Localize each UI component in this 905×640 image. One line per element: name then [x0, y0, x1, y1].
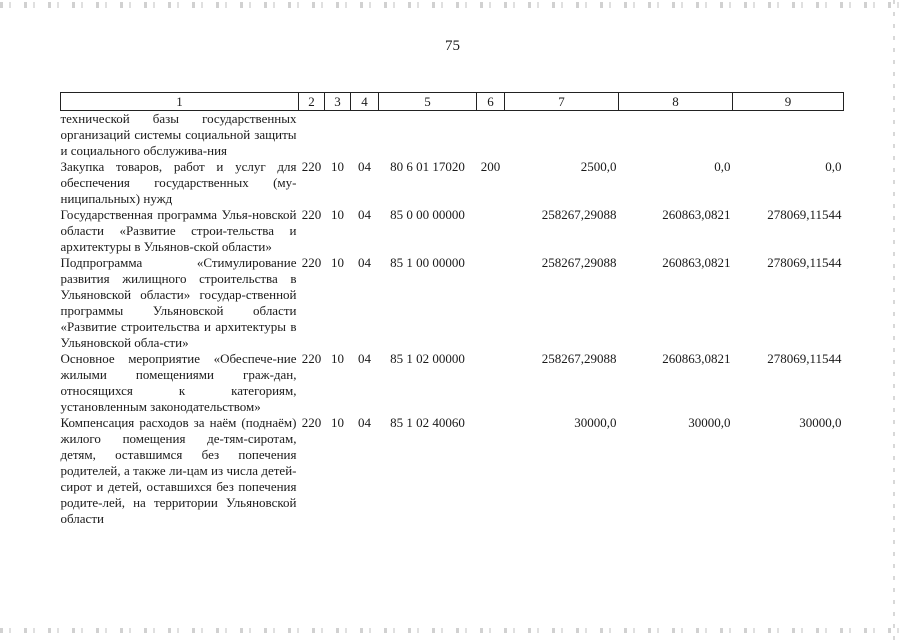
row-col7: 258267,29088 [541, 351, 617, 366]
row-name: Компенсация расходов за наём (поднаём) жилого помещения де-тям-сиротам, детям, оставшимся без попечения родителей, а также ли-цам из числа детей-сирот и детей, оставшихся без попечения родите-лей, на территории Ульяновской области [60, 415, 297, 526]
row-col7: 2500,0 [580, 159, 617, 174]
row-col3: 10 [331, 415, 344, 430]
row-col6 [477, 415, 505, 527]
row-col8: 260863,0821 [662, 207, 731, 222]
table-row [61, 111, 844, 160]
row-col8 [619, 111, 733, 160]
column-header-2: 2 [299, 93, 325, 111]
row-col7: 258267,29088 [541, 207, 617, 222]
row-col9: 0,0 [825, 159, 842, 174]
table-row [61, 207, 844, 255]
row-col7 [505, 111, 619, 160]
row-col2: 220 [301, 351, 322, 366]
page-number: 75 [445, 38, 460, 54]
table-header-row [61, 93, 844, 111]
row-col3: 10 [331, 351, 344, 366]
row-col2: 220 [301, 207, 322, 222]
row-col8: 260863,0821 [662, 255, 731, 270]
row-name: Основное мероприятие «Обеспече-ние жилыми помещениями граж-дан, относящихся к категориям, установленным законодательством» [60, 351, 297, 414]
row-col9: 30000,0 [799, 415, 842, 430]
row-col2: 220 [301, 159, 322, 174]
row-col4 [351, 111, 379, 160]
row-col9: 278069,11544 [767, 255, 842, 270]
row-col4: 04 [358, 255, 371, 270]
row-col3: 10 [331, 207, 344, 222]
row-col6 [477, 255, 505, 351]
row-col6: 200 [480, 159, 501, 174]
table-row [61, 351, 844, 415]
table-row [61, 415, 844, 527]
row-col6 [477, 111, 505, 160]
row-col6 [477, 207, 505, 255]
row-col3 [325, 111, 351, 160]
table-row [61, 255, 844, 351]
row-name: Государственная программа Улья-новской области «Развитие строи-тельства и архитектуры в Ульянов-ской области» [60, 207, 297, 254]
row-col9 [733, 111, 844, 160]
column-header-9: 9 [733, 93, 844, 111]
row-name: технической базы государственных организаций системы социальной защиты и социального обслужива-ния [60, 111, 297, 158]
row-col7: 258267,29088 [541, 255, 617, 270]
row-col9: 278069,11544 [767, 207, 842, 222]
row-col8: 260863,0821 [662, 351, 731, 366]
row-col5: 85 1 00 00000 [390, 255, 465, 270]
row-col5: 80 6 01 17020 [390, 159, 465, 174]
row-col2: 220 [301, 255, 322, 270]
row-col5: 85 0 00 00000 [390, 207, 465, 222]
row-name: Закупка товаров, работ и услуг для обеспечения государственных (му-ниципальных) нужд [60, 159, 297, 206]
row-col3: 10 [331, 159, 344, 174]
column-header-6: 6 [477, 93, 505, 111]
row-col5: 85 1 02 00000 [390, 351, 465, 366]
row-col5: 85 1 02 40060 [390, 415, 465, 430]
column-header-5: 5 [379, 93, 477, 111]
column-header-1: 1 [61, 93, 299, 111]
row-col7: 30000,0 [574, 415, 617, 430]
scan-artifact-top [0, 2, 905, 8]
row-col2 [299, 111, 325, 160]
row-col8: 0,0 [714, 159, 731, 174]
row-col2: 220 [301, 415, 322, 430]
row-col5 [379, 111, 477, 160]
budget-table [60, 92, 844, 527]
row-col6 [477, 351, 505, 415]
row-col4: 04 [358, 159, 371, 174]
row-col4: 04 [358, 415, 371, 430]
row-col3: 10 [331, 255, 344, 270]
column-header-7: 7 [505, 93, 619, 111]
scan-artifact-bottom [0, 628, 905, 633]
scan-artifact-right-edge [893, 0, 895, 640]
table-row [61, 159, 844, 207]
row-col4: 04 [358, 207, 371, 222]
column-header-4: 4 [351, 93, 379, 111]
row-col9: 278069,11544 [767, 351, 842, 366]
row-col4: 04 [358, 351, 371, 366]
column-header-8: 8 [619, 93, 733, 111]
row-name: Подпрограмма «Стимулирование развития жилищного строительства в Ульяновской области» государ-ственной программы Ульяновской области «Развитие строительства и архитектуры в Ульяновской обла-сти» [60, 255, 297, 350]
row-col8: 30000,0 [688, 415, 731, 430]
column-header-3: 3 [325, 93, 351, 111]
